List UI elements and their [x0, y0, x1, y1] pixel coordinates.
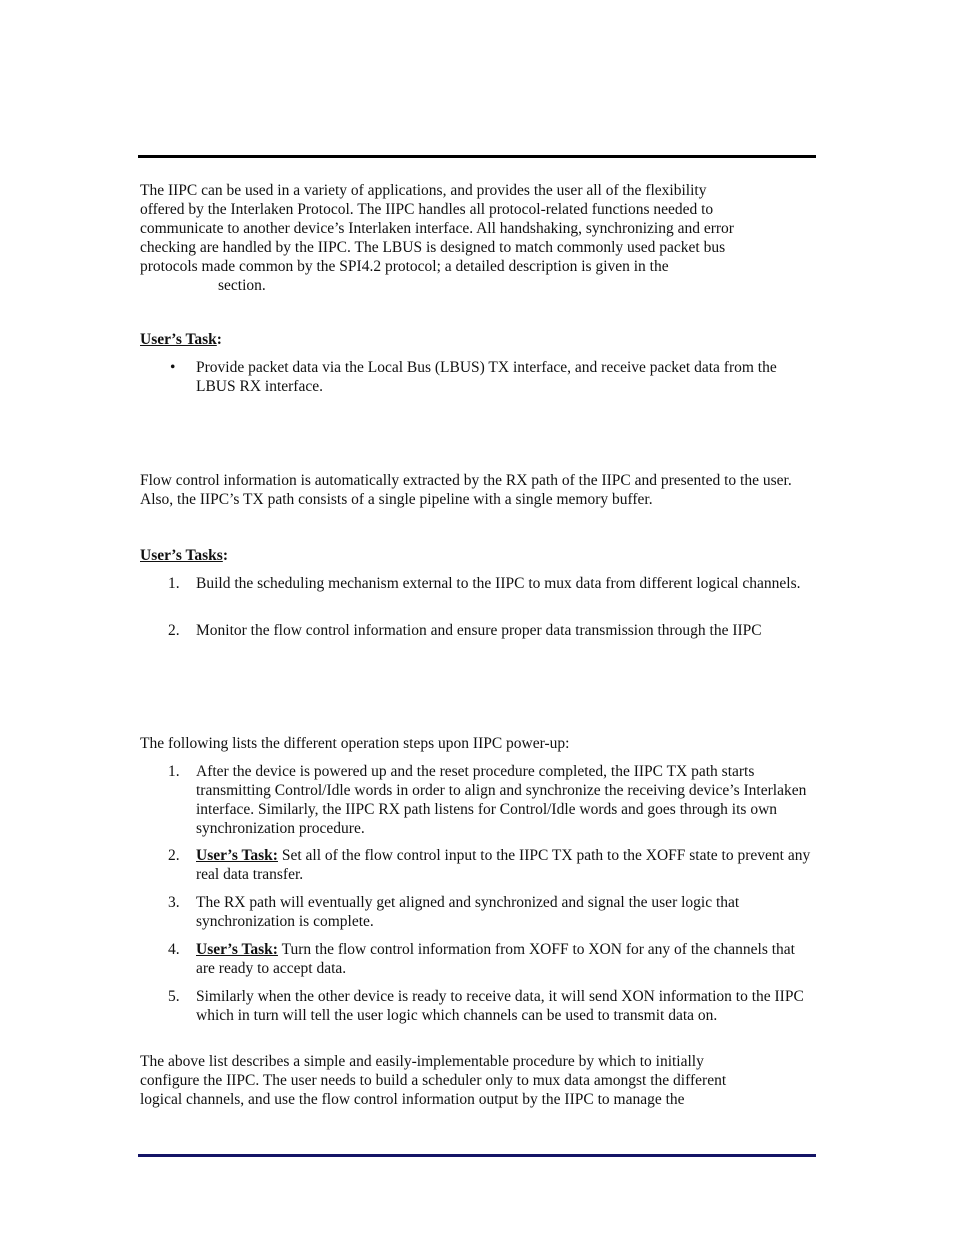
step-text: After the device is powered up and the reset procedure completed, the IIPC TX path starts transmitting Control/Idle words in order to align and synchronize the receiving device’s Interlaken interface. Similarly, the IIPC RX path listens for Control/Idle words and goes through its own synchronization procedure. [196, 763, 807, 837]
step-text: Turn the flow control information from XOFF to XON for any of the channels that are ready to accept data. [196, 941, 795, 977]
list-text [196, 762, 814, 838]
list-number: 5. [168, 988, 180, 1005]
intro-tail: section. [218, 277, 266, 294]
step-label: User’s Task: [196, 847, 278, 864]
step-text: The RX path will eventually get aligned and synchronized and signal the user logic that synchronization is complete. [196, 894, 740, 930]
list-text: Build the scheduling mechanism external to the IIPC to mux data from different logical channels. [196, 575, 801, 592]
list-text [196, 893, 814, 931]
bullet-icon: • [170, 359, 176, 376]
list-number: 3. [168, 894, 180, 911]
powerup-intro: The following lists the different operation steps upon IIPC power-up: [140, 735, 570, 752]
closing-line: logical channels, and use the flow control information output by the IIPC to manage the [140, 1091, 685, 1108]
closing-line: configure the IIPC. The user needs to build a scheduler only to mux data amongst the different [140, 1072, 727, 1089]
list-number: 4. [168, 941, 180, 958]
list-text [196, 987, 814, 1025]
task1-heading-label: User’s Task [140, 331, 217, 348]
step-label: User’s Task: [196, 941, 278, 958]
closing-line: The above list describes a simple and easily-implementable procedure by which to initially [140, 1053, 704, 1070]
intro-line: protocols made common by the SPI4.2 protocol; a detailed description is given in the [140, 258, 669, 275]
task1-heading [140, 330, 812, 349]
list-text [196, 846, 814, 884]
list-number: 2. [168, 622, 180, 639]
closing-paragraph [140, 1052, 812, 1109]
list-text [196, 940, 814, 978]
flow-control-paragraph: Flow control information is automatically extracted by the RX path of the IIPC and presented to the user. Also, the IIPC’s TX path consists of a single pipeline with a single memory buffer. [140, 472, 792, 508]
list-number: 2. [168, 847, 180, 864]
intro-line: checking are handled by the IIPC. The LBUS is designed to match commonly used packet bus [140, 239, 726, 256]
task2-heading-colon: : [222, 547, 228, 564]
list-number: 1. [168, 575, 180, 592]
intro-paragraph [140, 181, 812, 295]
task1-heading-colon: : [216, 331, 222, 348]
top-rule [138, 155, 816, 158]
bottom-rule [138, 1154, 816, 1157]
list-number: 1. [168, 763, 180, 780]
list-text: Monitor the flow control information and ensure proper data transmission through the IIPC [196, 622, 762, 639]
task1-bullet-text: Provide packet data via the Local Bus (LBUS) TX interface, and receive packet data from the LBUS RX interface. [196, 359, 777, 395]
step-text: Set all of the flow control input to the IIPC TX path to the XOFF state to prevent any real data transfer. [196, 847, 811, 883]
intro-line: communicate to another device’s Interlaken interface. All handshaking, synchronizing and error [140, 220, 734, 237]
task2-heading [140, 546, 812, 565]
task2-heading-label: User’s Tasks [140, 547, 223, 564]
intro-line: offered by the Interlaken Protocol. The IIPC handles all protocol-related functions needed to [140, 201, 714, 218]
step-text: Similarly when the other device is ready to receive data, it will send XON information to the IIPC which in turn will tell the user logic which channels can be used to transmit data on. [196, 988, 804, 1024]
intro-line: The IIPC can be used in a variety of applications, and provides the user all of the flexibility [140, 182, 707, 199]
